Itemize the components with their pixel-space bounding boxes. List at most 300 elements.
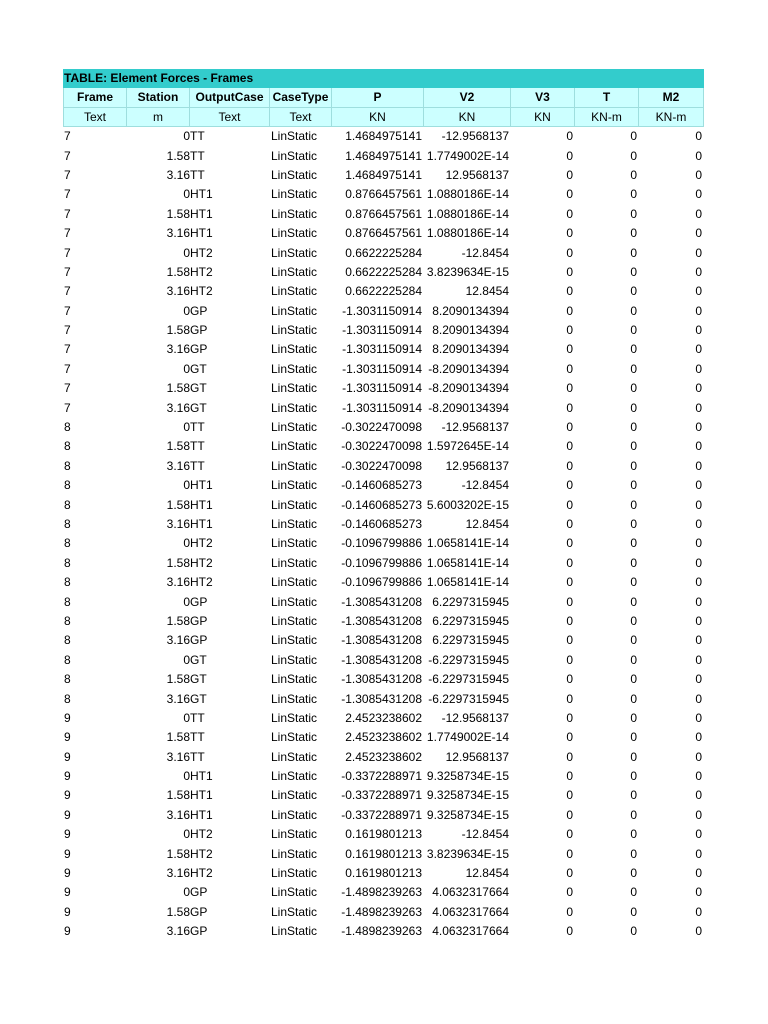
cell-m2[interactable]: 0 xyxy=(695,381,702,396)
cell-station[interactable]: 1.58 xyxy=(166,264,190,279)
cell-frame[interactable]: 7 xyxy=(64,303,71,318)
unit-t[interactable]: KN-m xyxy=(575,108,639,127)
cell-m2[interactable]: 0 xyxy=(695,148,702,163)
cell-p[interactable]: -0.3022470098 xyxy=(341,420,422,435)
cell-t[interactable]: 0 xyxy=(630,730,637,745)
cell-m2[interactable]: 0 xyxy=(695,323,702,338)
cell-station[interactable]: 0 xyxy=(183,769,190,784)
cell-output-case[interactable]: GP xyxy=(190,633,208,648)
cell-t[interactable]: 0 xyxy=(630,420,637,435)
cell-frame[interactable]: 7 xyxy=(64,381,71,396)
cell-station[interactable]: 1.58 xyxy=(166,672,190,687)
cell-v3[interactable]: 0 xyxy=(566,361,573,376)
cell-output-case[interactable]: GP xyxy=(190,342,208,357)
cell-frame[interactable]: 8 xyxy=(64,672,71,687)
cell-v2[interactable]: 4.0632317664 xyxy=(432,924,509,939)
cell-v2[interactable]: 12.8454 xyxy=(465,284,509,299)
cell-case-type[interactable]: LinStatic xyxy=(271,846,318,861)
cell-t[interactable]: 0 xyxy=(630,167,637,182)
cell-output-case[interactable]: GT xyxy=(190,652,207,667)
cell-output-case[interactable]: HT1 xyxy=(190,807,213,822)
cell-output-case[interactable]: HT2 xyxy=(190,284,213,299)
cell-output-case[interactable]: HT2 xyxy=(190,827,213,842)
cell-station[interactable]: 0 xyxy=(183,536,190,551)
cell-p[interactable]: -1.3085431208 xyxy=(341,672,422,687)
cell-output-case[interactable]: GT xyxy=(190,672,207,687)
cell-p[interactable]: -1.3085431208 xyxy=(341,691,422,706)
header-p[interactable]: P xyxy=(332,88,424,107)
cell-case-type[interactable]: LinStatic xyxy=(271,458,318,473)
cell-m2[interactable]: 0 xyxy=(695,575,702,590)
cell-output-case[interactable]: HT2 xyxy=(190,866,213,881)
cell-frame[interactable]: 7 xyxy=(64,129,71,144)
cell-case-type[interactable]: LinStatic xyxy=(271,516,318,531)
cell-v2[interactable]: 4.0632317664 xyxy=(432,885,509,900)
header-case-type[interactable]: CaseType xyxy=(270,88,332,107)
cell-t[interactable]: 0 xyxy=(630,827,637,842)
cell-frame[interactable]: 7 xyxy=(64,187,71,202)
cell-output-case[interactable]: HT1 xyxy=(190,478,213,493)
cell-case-type[interactable]: LinStatic xyxy=(271,691,318,706)
cell-v3[interactable]: 0 xyxy=(566,652,573,667)
cell-p[interactable]: 2.4523238602 xyxy=(345,730,422,745)
cell-station[interactable]: 1.58 xyxy=(166,439,190,454)
cell-v2[interactable]: 1.0880186E-14 xyxy=(426,206,509,221)
cell-station[interactable]: 3.16 xyxy=(166,575,190,590)
cell-case-type[interactable]: LinStatic xyxy=(271,497,318,512)
cell-station[interactable]: 0 xyxy=(183,652,190,667)
cell-frame[interactable]: 8 xyxy=(64,633,71,648)
cell-t[interactable]: 0 xyxy=(630,148,637,163)
unit-case-type[interactable]: Text xyxy=(270,108,332,127)
cell-v3[interactable]: 0 xyxy=(566,885,573,900)
cell-station[interactable]: 1.58 xyxy=(166,613,190,628)
cell-m2[interactable]: 0 xyxy=(695,264,702,279)
cell-p[interactable]: -1.4898239263 xyxy=(341,885,422,900)
cell-output-case[interactable]: TT xyxy=(190,730,205,745)
cell-station[interactable]: 0 xyxy=(183,303,190,318)
cell-p[interactable]: -1.3031150914 xyxy=(342,381,422,396)
cell-p[interactable]: -0.3372288971 xyxy=(341,807,422,822)
cell-v2[interactable]: 12.9568137 xyxy=(445,458,509,473)
cell-output-case[interactable]: TT xyxy=(190,420,205,435)
cell-v3[interactable]: 0 xyxy=(566,458,573,473)
cell-v3[interactable]: 0 xyxy=(566,516,573,531)
cell-case-type[interactable]: LinStatic xyxy=(271,420,318,435)
cell-case-type[interactable]: LinStatic xyxy=(271,400,318,415)
cell-p[interactable]: -1.3085431208 xyxy=(341,652,422,667)
cell-frame[interactable]: 8 xyxy=(64,478,71,493)
cell-station[interactable]: 1.58 xyxy=(166,788,190,803)
cell-m2[interactable]: 0 xyxy=(695,284,702,299)
cell-output-case[interactable]: HT1 xyxy=(190,497,213,512)
unit-m2[interactable]: KN-m xyxy=(639,108,704,127)
cell-t[interactable]: 0 xyxy=(630,303,637,318)
cell-station[interactable]: 1.58 xyxy=(166,730,190,745)
cell-frame[interactable]: 7 xyxy=(64,226,71,241)
cell-v3[interactable]: 0 xyxy=(566,167,573,182)
cell-station[interactable]: 1.58 xyxy=(166,206,190,221)
cell-v2[interactable]: 8.2090134394 xyxy=(432,303,509,318)
cell-output-case[interactable]: GP xyxy=(190,323,208,338)
cell-frame[interactable]: 9 xyxy=(64,866,71,881)
cell-frame[interactable]: 8 xyxy=(64,555,71,570)
cell-v2[interactable]: 1.0880186E-14 xyxy=(426,226,509,241)
cell-station[interactable]: 1.58 xyxy=(166,497,190,512)
cell-station[interactable]: 1.58 xyxy=(166,846,190,861)
cell-station[interactable]: 0 xyxy=(183,478,190,493)
header-v3[interactable]: V3 xyxy=(511,88,575,107)
cell-frame[interactable]: 9 xyxy=(64,924,71,939)
cell-case-type[interactable]: LinStatic xyxy=(271,478,318,493)
cell-case-type[interactable]: LinStatic xyxy=(271,342,318,357)
cell-v2[interactable]: 1.0658141E-14 xyxy=(426,575,509,590)
cell-frame[interactable]: 7 xyxy=(64,206,71,221)
cell-case-type[interactable]: LinStatic xyxy=(271,749,318,764)
cell-v3[interactable]: 0 xyxy=(566,303,573,318)
cell-case-type[interactable]: LinStatic xyxy=(271,788,318,803)
cell-output-case[interactable]: HT2 xyxy=(190,245,213,260)
cell-v2[interactable]: -12.9568137 xyxy=(441,420,509,435)
cell-t[interactable]: 0 xyxy=(630,749,637,764)
cell-v2[interactable]: 9.3258734E-15 xyxy=(426,788,509,803)
cell-case-type[interactable]: LinStatic xyxy=(271,187,318,202)
cell-case-type[interactable]: LinStatic xyxy=(271,381,318,396)
cell-station[interactable]: 3.16 xyxy=(166,342,190,357)
cell-t[interactable]: 0 xyxy=(630,652,637,667)
cell-output-case[interactable]: HT1 xyxy=(190,769,213,784)
cell-v2[interactable]: -12.9568137 xyxy=(441,710,509,725)
cell-station[interactable]: 3.16 xyxy=(166,691,190,706)
cell-m2[interactable]: 0 xyxy=(695,167,702,182)
cell-case-type[interactable]: LinStatic xyxy=(271,575,318,590)
cell-output-case[interactable]: GT xyxy=(190,400,207,415)
cell-p[interactable]: 2.4523238602 xyxy=(345,710,422,725)
cell-t[interactable]: 0 xyxy=(630,497,637,512)
cell-v2[interactable]: 6.2297315945 xyxy=(432,633,509,648)
cell-v3[interactable]: 0 xyxy=(566,710,573,725)
cell-t[interactable]: 0 xyxy=(630,885,637,900)
cell-p[interactable]: -1.3085431208 xyxy=(341,613,422,628)
cell-frame[interactable]: 8 xyxy=(64,497,71,512)
cell-frame[interactable]: 9 xyxy=(64,827,71,842)
cell-v2[interactable]: -8.2090134394 xyxy=(428,400,509,415)
header-m2[interactable]: M2 xyxy=(639,88,704,107)
cell-p[interactable]: 0.1619801213 xyxy=(345,846,422,861)
cell-v3[interactable]: 0 xyxy=(566,788,573,803)
cell-case-type[interactable]: LinStatic xyxy=(271,129,318,144)
cell-v3[interactable]: 0 xyxy=(566,129,573,144)
cell-station[interactable]: 3.16 xyxy=(166,458,190,473)
cell-p[interactable]: 0.6622225284 xyxy=(345,245,422,260)
cell-p[interactable]: -0.1460685273 xyxy=(341,497,422,512)
cell-t[interactable]: 0 xyxy=(630,226,637,241)
cell-m2[interactable]: 0 xyxy=(695,420,702,435)
cell-m2[interactable]: 0 xyxy=(695,439,702,454)
cell-m2[interactable]: 0 xyxy=(695,769,702,784)
cell-case-type[interactable]: LinStatic xyxy=(271,245,318,260)
cell-frame[interactable]: 7 xyxy=(64,400,71,415)
cell-case-type[interactable]: LinStatic xyxy=(271,866,318,881)
cell-case-type[interactable]: LinStatic xyxy=(271,323,318,338)
cell-p[interactable]: -1.3031150914 xyxy=(342,400,422,415)
cell-v2[interactable]: 1.5972645E-14 xyxy=(426,439,509,454)
cell-v3[interactable]: 0 xyxy=(566,924,573,939)
cell-m2[interactable]: 0 xyxy=(695,924,702,939)
cell-v3[interactable]: 0 xyxy=(566,594,573,609)
cell-v2[interactable]: 9.3258734E-15 xyxy=(426,807,509,822)
cell-frame[interactable]: 7 xyxy=(64,167,71,182)
cell-t[interactable]: 0 xyxy=(630,536,637,551)
cell-v2[interactable]: -8.2090134394 xyxy=(428,361,509,376)
cell-output-case[interactable]: GP xyxy=(190,904,208,919)
cell-output-case[interactable]: HT2 xyxy=(190,575,213,590)
cell-p[interactable]: -0.3372288971 xyxy=(341,769,422,784)
cell-p[interactable]: -1.4898239263 xyxy=(341,924,422,939)
cell-v2[interactable]: 8.2090134394 xyxy=(432,342,509,357)
cell-v2[interactable]: -12.9568137 xyxy=(441,129,509,144)
cell-v3[interactable]: 0 xyxy=(566,206,573,221)
cell-output-case[interactable]: HT1 xyxy=(190,226,213,241)
cell-v2[interactable]: -6.2297315945 xyxy=(428,652,509,667)
cell-p[interactable]: 0.8766457561 xyxy=(345,206,422,221)
cell-case-type[interactable]: LinStatic xyxy=(271,361,318,376)
cell-station[interactable]: 0 xyxy=(183,594,190,609)
cell-v2[interactable]: -12.8454 xyxy=(461,478,509,493)
cell-frame[interactable]: 7 xyxy=(64,148,71,163)
cell-v3[interactable]: 0 xyxy=(566,904,573,919)
cell-v2[interactable]: 6.2297315945 xyxy=(432,613,509,628)
cell-output-case[interactable]: TT xyxy=(190,129,205,144)
cell-frame[interactable]: 9 xyxy=(64,904,71,919)
cell-t[interactable]: 0 xyxy=(630,710,637,725)
cell-station[interactable]: 3.16 xyxy=(166,807,190,822)
cell-m2[interactable]: 0 xyxy=(695,555,702,570)
cell-m2[interactable]: 0 xyxy=(695,866,702,881)
cell-case-type[interactable]: LinStatic xyxy=(271,613,318,628)
cell-frame[interactable]: 8 xyxy=(64,439,71,454)
cell-case-type[interactable]: LinStatic xyxy=(271,264,318,279)
cell-v3[interactable]: 0 xyxy=(566,439,573,454)
cell-t[interactable]: 0 xyxy=(630,613,637,628)
cell-m2[interactable]: 0 xyxy=(695,497,702,512)
cell-frame[interactable]: 7 xyxy=(64,264,71,279)
cell-v2[interactable]: 1.0880186E-14 xyxy=(426,187,509,202)
cell-m2[interactable]: 0 xyxy=(695,749,702,764)
cell-p[interactable]: 1.4684975141 xyxy=(345,129,422,144)
cell-station[interactable]: 0 xyxy=(183,420,190,435)
cell-station[interactable]: 3.16 xyxy=(166,516,190,531)
unit-output-case[interactable]: Text xyxy=(190,108,270,127)
cell-frame[interactable]: 8 xyxy=(64,652,71,667)
cell-case-type[interactable]: LinStatic xyxy=(271,594,318,609)
cell-v2[interactable]: 9.3258734E-15 xyxy=(426,769,509,784)
cell-v3[interactable]: 0 xyxy=(566,342,573,357)
cell-station[interactable]: 1.58 xyxy=(166,381,190,396)
cell-m2[interactable]: 0 xyxy=(695,613,702,628)
cell-p[interactable]: -1.3031150914 xyxy=(342,361,422,376)
cell-frame[interactable]: 8 xyxy=(64,536,71,551)
cell-t[interactable]: 0 xyxy=(630,769,637,784)
cell-v3[interactable]: 0 xyxy=(566,226,573,241)
header-t[interactable]: T xyxy=(575,88,639,107)
cell-p[interactable]: -1.3031150914 xyxy=(342,303,422,318)
cell-m2[interactable]: 0 xyxy=(695,458,702,473)
unit-station[interactable]: m xyxy=(127,108,190,127)
cell-frame[interactable]: 9 xyxy=(64,749,71,764)
cell-output-case[interactable]: HT2 xyxy=(190,846,213,861)
cell-station[interactable]: 0 xyxy=(183,885,190,900)
cell-p[interactable]: 1.4684975141 xyxy=(345,167,422,182)
cell-m2[interactable]: 0 xyxy=(695,478,702,493)
cell-frame[interactable]: 8 xyxy=(64,575,71,590)
cell-case-type[interactable]: LinStatic xyxy=(271,536,318,551)
cell-m2[interactable]: 0 xyxy=(695,206,702,221)
cell-m2[interactable]: 0 xyxy=(695,129,702,144)
header-frame[interactable]: Frame xyxy=(63,88,127,107)
cell-m2[interactable]: 0 xyxy=(695,226,702,241)
cell-v3[interactable]: 0 xyxy=(566,264,573,279)
cell-frame[interactable]: 7 xyxy=(64,284,71,299)
cell-v2[interactable]: 8.2090134394 xyxy=(432,323,509,338)
cell-m2[interactable]: 0 xyxy=(695,187,702,202)
cell-v2[interactable]: 12.9568137 xyxy=(445,167,509,182)
header-v2[interactable]: V2 xyxy=(424,88,511,107)
cell-m2[interactable]: 0 xyxy=(695,691,702,706)
cell-v2[interactable]: 6.2297315945 xyxy=(432,594,509,609)
cell-case-type[interactable]: LinStatic xyxy=(271,924,318,939)
cell-case-type[interactable]: LinStatic xyxy=(271,769,318,784)
cell-t[interactable]: 0 xyxy=(630,924,637,939)
cell-v3[interactable]: 0 xyxy=(566,284,573,299)
cell-case-type[interactable]: LinStatic xyxy=(271,284,318,299)
cell-frame[interactable]: 8 xyxy=(64,594,71,609)
cell-frame[interactable]: 9 xyxy=(64,885,71,900)
cell-t[interactable]: 0 xyxy=(630,206,637,221)
cell-p[interactable]: -0.1460685273 xyxy=(341,516,422,531)
cell-p[interactable]: 0.6622225284 xyxy=(345,284,422,299)
cell-v3[interactable]: 0 xyxy=(566,827,573,842)
cell-case-type[interactable]: LinStatic xyxy=(271,206,318,221)
cell-station[interactable]: 3.16 xyxy=(166,226,190,241)
cell-case-type[interactable]: LinStatic xyxy=(271,555,318,570)
cell-t[interactable]: 0 xyxy=(630,284,637,299)
cell-v2[interactable]: -6.2297315945 xyxy=(428,691,509,706)
cell-v2[interactable]: 1.0658141E-14 xyxy=(426,536,509,551)
cell-output-case[interactable]: TT xyxy=(190,458,205,473)
cell-output-case[interactable]: GT xyxy=(190,361,207,376)
cell-frame[interactable]: 8 xyxy=(64,420,71,435)
cell-case-type[interactable]: LinStatic xyxy=(271,730,318,745)
cell-station[interactable]: 3.16 xyxy=(166,866,190,881)
cell-m2[interactable]: 0 xyxy=(695,885,702,900)
cell-t[interactable]: 0 xyxy=(630,904,637,919)
cell-m2[interactable]: 0 xyxy=(695,730,702,745)
cell-v2[interactable]: 1.0658141E-14 xyxy=(426,555,509,570)
cell-case-type[interactable]: LinStatic xyxy=(271,167,318,182)
cell-v3[interactable]: 0 xyxy=(566,846,573,861)
unit-v2[interactable]: KN xyxy=(424,108,511,127)
cell-case-type[interactable]: LinStatic xyxy=(271,148,318,163)
cell-t[interactable]: 0 xyxy=(630,807,637,822)
cell-t[interactable]: 0 xyxy=(630,633,637,648)
cell-p[interactable]: 2.4523238602 xyxy=(345,749,422,764)
cell-t[interactable]: 0 xyxy=(630,381,637,396)
cell-case-type[interactable]: LinStatic xyxy=(271,710,318,725)
cell-output-case[interactable]: TT xyxy=(190,148,205,163)
cell-p[interactable]: -1.3031150914 xyxy=(342,323,422,338)
cell-t[interactable]: 0 xyxy=(630,187,637,202)
cell-station[interactable]: 0 xyxy=(183,710,190,725)
cell-station[interactable]: 1.58 xyxy=(166,904,190,919)
cell-t[interactable]: 0 xyxy=(630,129,637,144)
cell-output-case[interactable]: TT xyxy=(190,167,205,182)
unit-v3[interactable]: KN xyxy=(511,108,575,127)
cell-output-case[interactable]: TT xyxy=(190,710,205,725)
cell-p[interactable]: 0.8766457561 xyxy=(345,187,422,202)
cell-m2[interactable]: 0 xyxy=(695,904,702,919)
cell-station[interactable]: 3.16 xyxy=(166,749,190,764)
cell-case-type[interactable]: LinStatic xyxy=(271,827,318,842)
cell-v2[interactable]: -8.2090134394 xyxy=(428,381,509,396)
cell-frame[interactable]: 7 xyxy=(64,245,71,260)
cell-frame[interactable]: 9 xyxy=(64,769,71,784)
cell-output-case[interactable]: GP xyxy=(190,613,208,628)
cell-v3[interactable]: 0 xyxy=(566,323,573,338)
cell-station[interactable]: 1.58 xyxy=(166,148,190,163)
cell-output-case[interactable]: GT xyxy=(190,381,207,396)
header-output-case[interactable]: OutputCase xyxy=(190,88,270,107)
header-station[interactable]: Station xyxy=(127,88,190,107)
cell-v2[interactable]: 1.7749002E-14 xyxy=(426,148,509,163)
cell-v3[interactable]: 0 xyxy=(566,187,573,202)
cell-v2[interactable]: 12.9568137 xyxy=(445,749,509,764)
cell-t[interactable]: 0 xyxy=(630,400,637,415)
cell-t[interactable]: 0 xyxy=(630,594,637,609)
cell-frame[interactable]: 9 xyxy=(64,730,71,745)
cell-station[interactable]: 0 xyxy=(183,361,190,376)
cell-v2[interactable]: 1.7749002E-14 xyxy=(426,730,509,745)
cell-m2[interactable]: 0 xyxy=(695,710,702,725)
cell-v3[interactable]: 0 xyxy=(566,633,573,648)
cell-output-case[interactable]: GP xyxy=(190,303,208,318)
cell-v2[interactable]: -12.8454 xyxy=(461,827,509,842)
cell-m2[interactable]: 0 xyxy=(695,303,702,318)
cell-p[interactable]: -0.3022470098 xyxy=(341,439,422,454)
cell-m2[interactable]: 0 xyxy=(695,361,702,376)
cell-v2[interactable]: -12.8454 xyxy=(461,245,509,260)
cell-output-case[interactable]: HT2 xyxy=(190,264,213,279)
cell-v2[interactable]: 12.8454 xyxy=(465,516,509,531)
cell-station[interactable]: 1.58 xyxy=(166,555,190,570)
cell-output-case[interactable]: GP xyxy=(190,594,208,609)
cell-t[interactable]: 0 xyxy=(630,342,637,357)
cell-m2[interactable]: 0 xyxy=(695,536,702,551)
cell-output-case[interactable]: GT xyxy=(190,691,207,706)
cell-case-type[interactable]: LinStatic xyxy=(271,439,318,454)
cell-p[interactable]: -0.3022470098 xyxy=(341,458,422,473)
cell-v2[interactable]: 3.8239634E-15 xyxy=(426,264,509,279)
cell-case-type[interactable]: LinStatic xyxy=(271,904,318,919)
cell-p[interactable]: -1.3085431208 xyxy=(341,594,422,609)
cell-p[interactable]: -0.1460685273 xyxy=(341,478,422,493)
cell-v3[interactable]: 0 xyxy=(566,497,573,512)
cell-t[interactable]: 0 xyxy=(630,245,637,260)
cell-output-case[interactable]: HT1 xyxy=(190,788,213,803)
cell-v3[interactable]: 0 xyxy=(566,420,573,435)
cell-frame[interactable]: 9 xyxy=(64,788,71,803)
cell-station[interactable]: 0 xyxy=(183,827,190,842)
